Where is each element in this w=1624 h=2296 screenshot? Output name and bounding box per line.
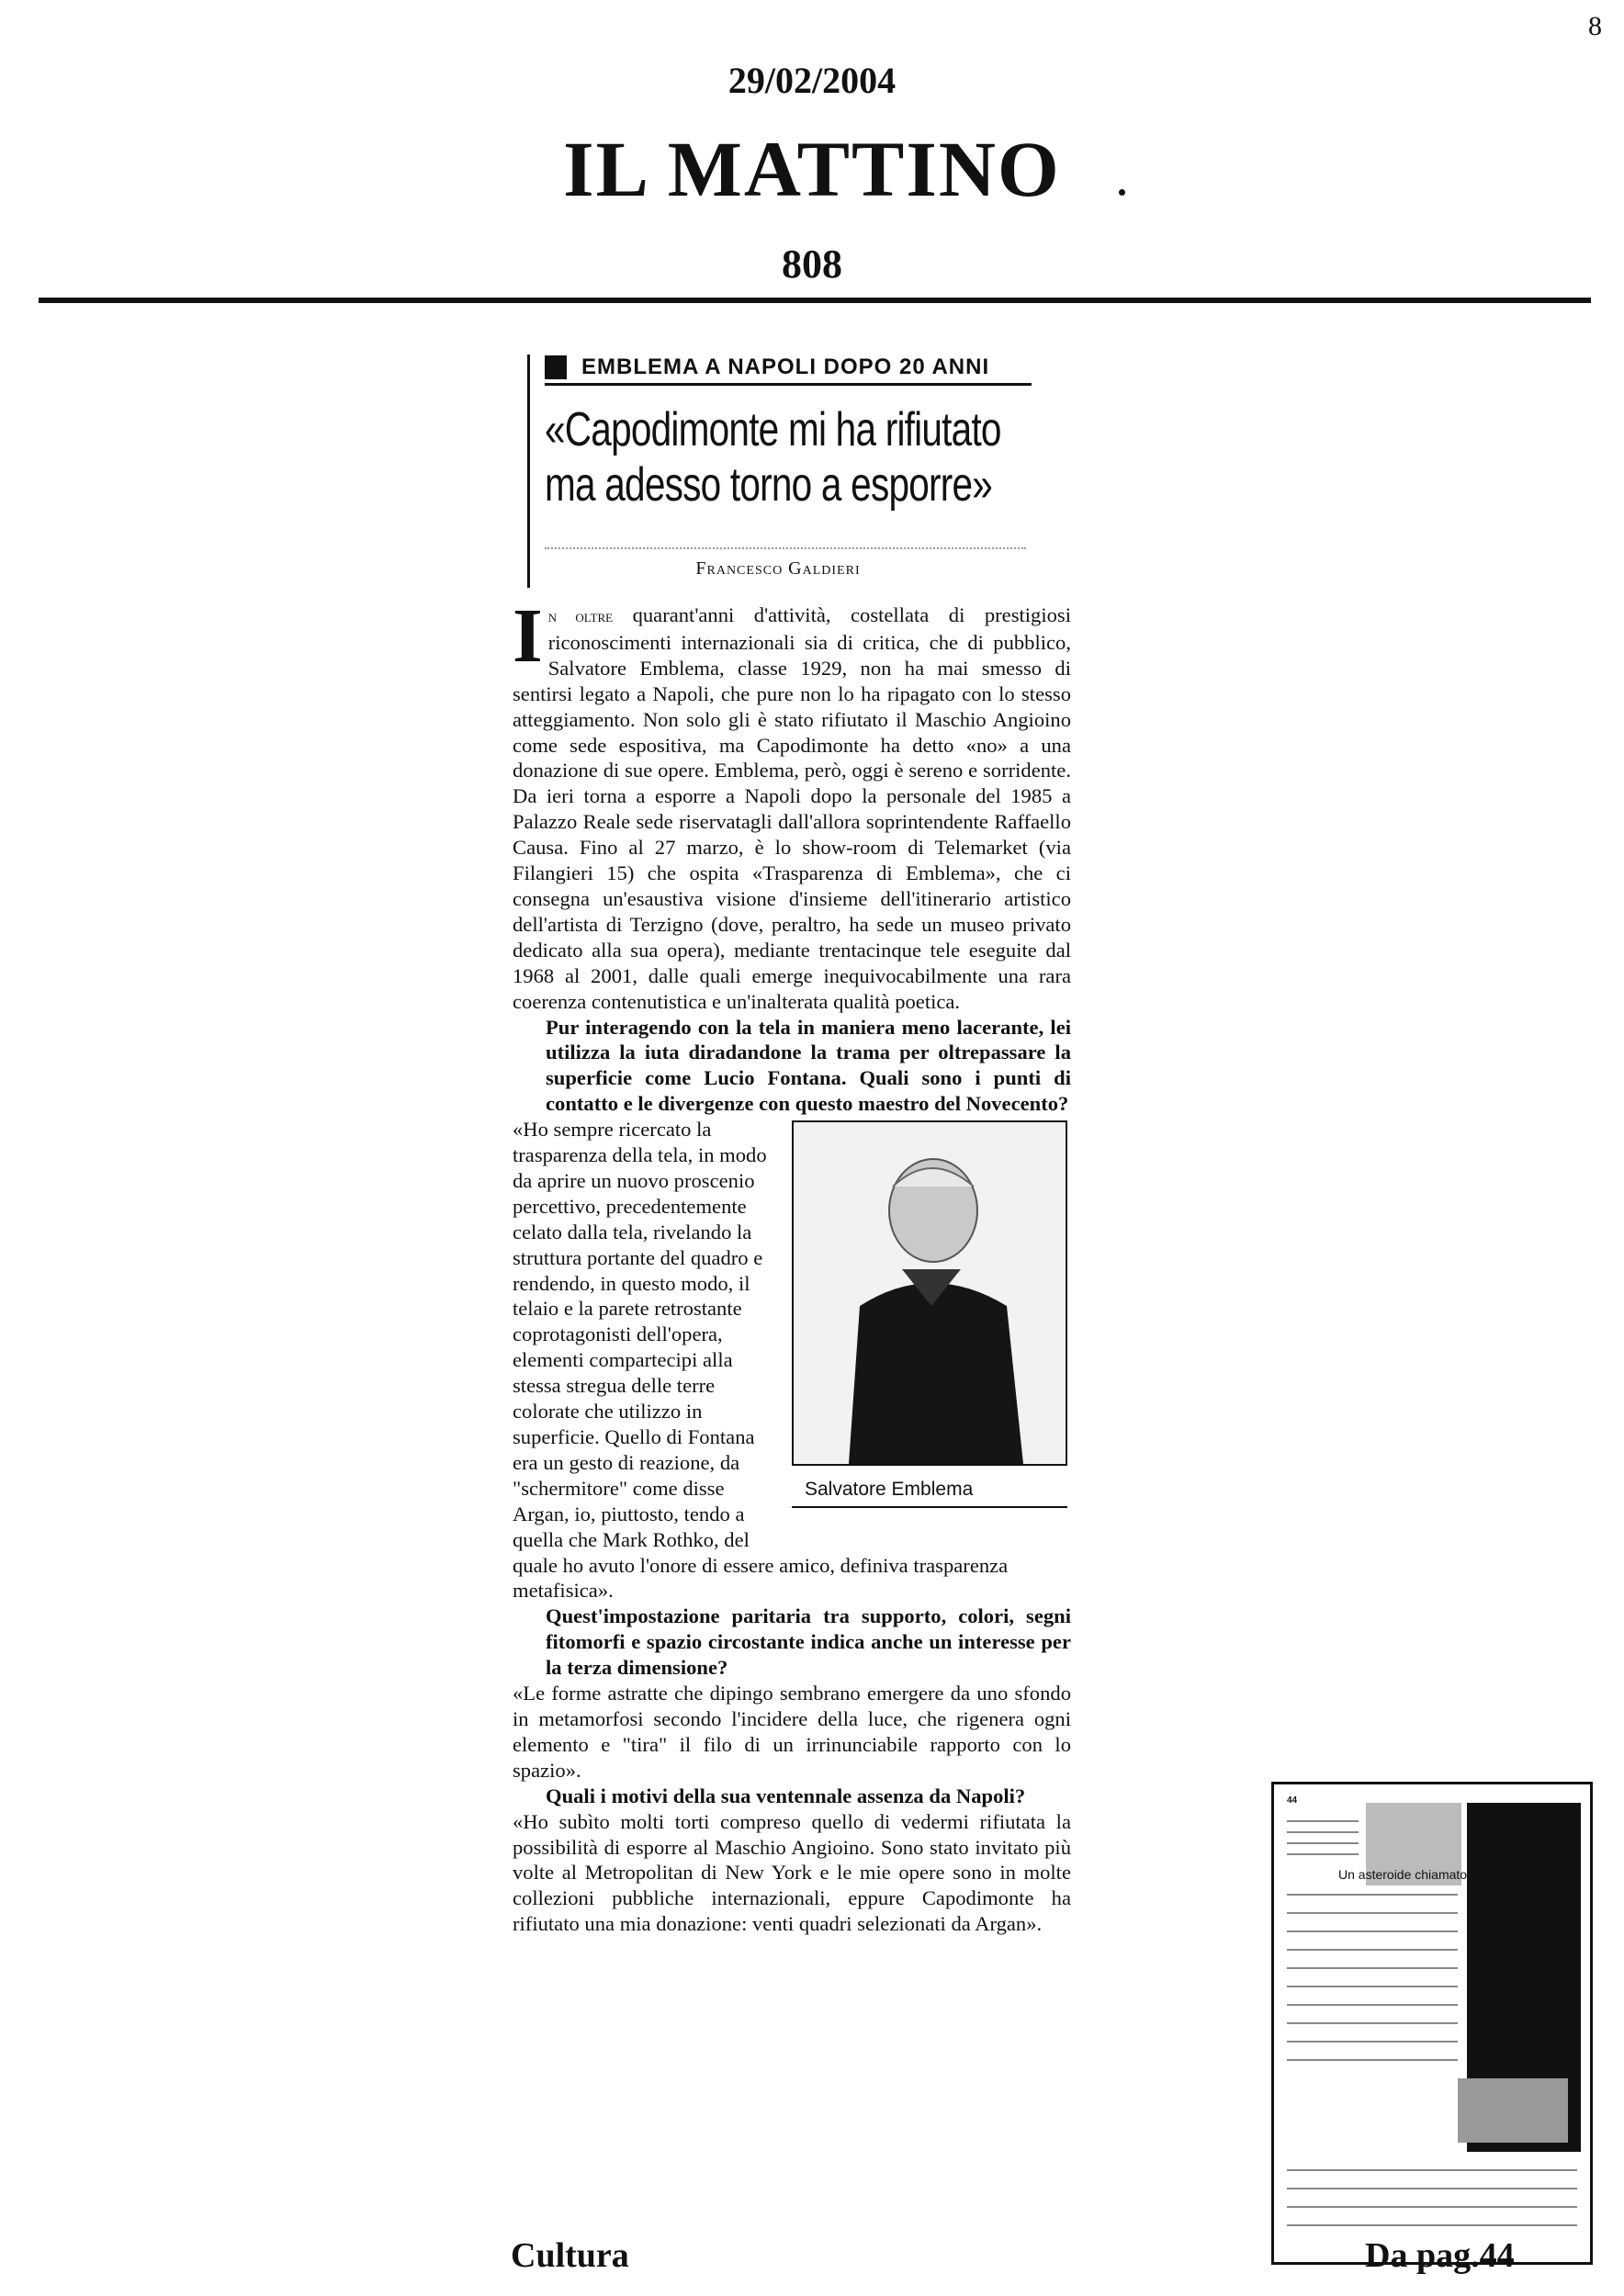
drop-cap: I — [513, 593, 543, 679]
portrait-photo — [792, 1120, 1067, 1466]
article-kicker: EMBLEMA A NAPOLI DOPO 20 ANNI — [581, 355, 990, 379]
section-label: Cultura — [511, 2236, 629, 2275]
lead-paragraph — [513, 593, 1071, 1015]
article-byline: Francesco Galdieri — [695, 558, 861, 579]
lead-smallcaps: n oltre — [547, 607, 614, 625]
page-thumbnail — [1271, 1782, 1593, 2265]
header-rule — [39, 298, 1591, 303]
interview-answer-1: «Ho sempre ricercato la trasparenza della tela, in modo da aprire un nuovo proscenio percettivo, precedentemente celato dalla tela, rivelando la struttura portante del quadro e rendendo, in questo modo, il telaio e la parete retrostante coprotagonisti dell'opera, elementi compartecipi alla stessa stregua delle terre colorate che utilizzo in superficie. Quello di Fontana era un gesto di reazione, da "schermitore" come disse Argan, io, piuttosto, tendo a quella che Mark Rothko, del quale ho avuto l'onore di essere amico, definiva trasparenza metafisica». — [513, 1118, 1009, 1603]
publication-date: 29/02/2004 — [727, 60, 897, 101]
interview-answer-2: «Le forme astratte che dipingo sembrano emergere da uno sfondo in metamorfosi secondo l'incidere della luce, che rigenera ogni elemento e "tira" il filo di un irrinunciabile rapporto con lo spazio». — [513, 1682, 1071, 1782]
headline-line-1: «Capodimonte mi ha rifiutato — [545, 403, 1001, 456]
interview-answer-3: «Ho subìto molti torti compreso quello di vedermi rifiutata la possibilità di esporre al Maschio Angioino. Sono stato invitato più volte al Metropolitan di New York e le mie opere sono in molte collezioni pubbliche internazionali, eppure Capodimonte ha rifiutato una mia donazione: venti quadri selezionati da Argan». — [513, 1809, 1071, 1936]
kicker-square-icon — [545, 355, 567, 379]
thumbnail-page-label: 44 — [1287, 1795, 1298, 1806]
kicker-row — [545, 355, 1032, 386]
article-body — [513, 593, 1071, 1937]
thumbnail-layout-graphic — [1274, 1784, 1590, 2262]
portrait-image — [794, 1122, 1066, 1464]
article-headline — [545, 402, 1001, 512]
source-page: Da pag.44 — [1365, 2236, 1515, 2275]
issue-number: 808 — [782, 242, 842, 287]
dotted-divider — [545, 547, 1026, 549]
lead-text: quarant'anni d'attività, costellata di prestigiosi riconoscimenti internazionali sia di critica, che di pubblico, Salvatore Emblema, classe 1929, non ha mai smesso di sentirsi legato a Napoli, che pure non lo ha ripagato con lo stesso atteggiamento. Non solo gli è stato rifiutato il Maschio Angioino come sede espositiva, ma Capodimonte ha detto «no» a una donazione di sue opere. Emblema, però, oggi è sereno e sorridente. Da ieri torna a esporre a Napoli dopo la personale del 1985 a Palazzo Reale sede riservatagli dall'allora soprintendente Raffaello Causa. Fino al 27 marzo, è lo show-room di Telemarket (via Filangieri 15) che ospita «Trasparenza di Emblema», che ci consegna un'esaustiva visione d'insieme dell'itinerario artistico dell'artista di Terzigno (dove, peraltro, ha sede un museo privato dedicato alla sua opera), mediante trentacinque tele eseguite dal 1968 al 2001, dalle quali emerge inequivocabilmente una rara coerenza contenutistica e un'inalterata qualità poetica. — [513, 603, 1071, 1013]
article-header — [527, 355, 1041, 588]
masthead-dot — [1119, 189, 1125, 196]
interview-question-2: Quest'impostazione paritaria tra supporto, colori, segni fitomorfi e spazio circostante indica anche un interesse per la terza dimensione? — [546, 1604, 1071, 1680]
photo-block — [792, 1120, 1071, 1528]
newspaper-masthead: IL MATTINO — [563, 125, 1061, 213]
interview-question-1: Pur interagendo con la tela in maniera meno lacerante, lei utilizza la iuta diradandone la trama per oltrepassare la superficie come Lucio Fontana. Quali sono i punti di contatto e le divergenze con questo maestro del Novecento? — [546, 1015, 1071, 1116]
headline-line-2: ma adesso torno a esporre» — [545, 458, 993, 512]
photo-caption: Salvatore Emblema — [792, 1477, 1067, 1508]
thumbnail-headline: Un asteroide chiamato Caccioppoli — [1338, 1867, 1538, 1882]
page-number: 8 — [1588, 11, 1602, 41]
interview-question-3: Quali i motivi della sua ventennale assenza da Napoli? — [546, 1784, 1026, 1807]
